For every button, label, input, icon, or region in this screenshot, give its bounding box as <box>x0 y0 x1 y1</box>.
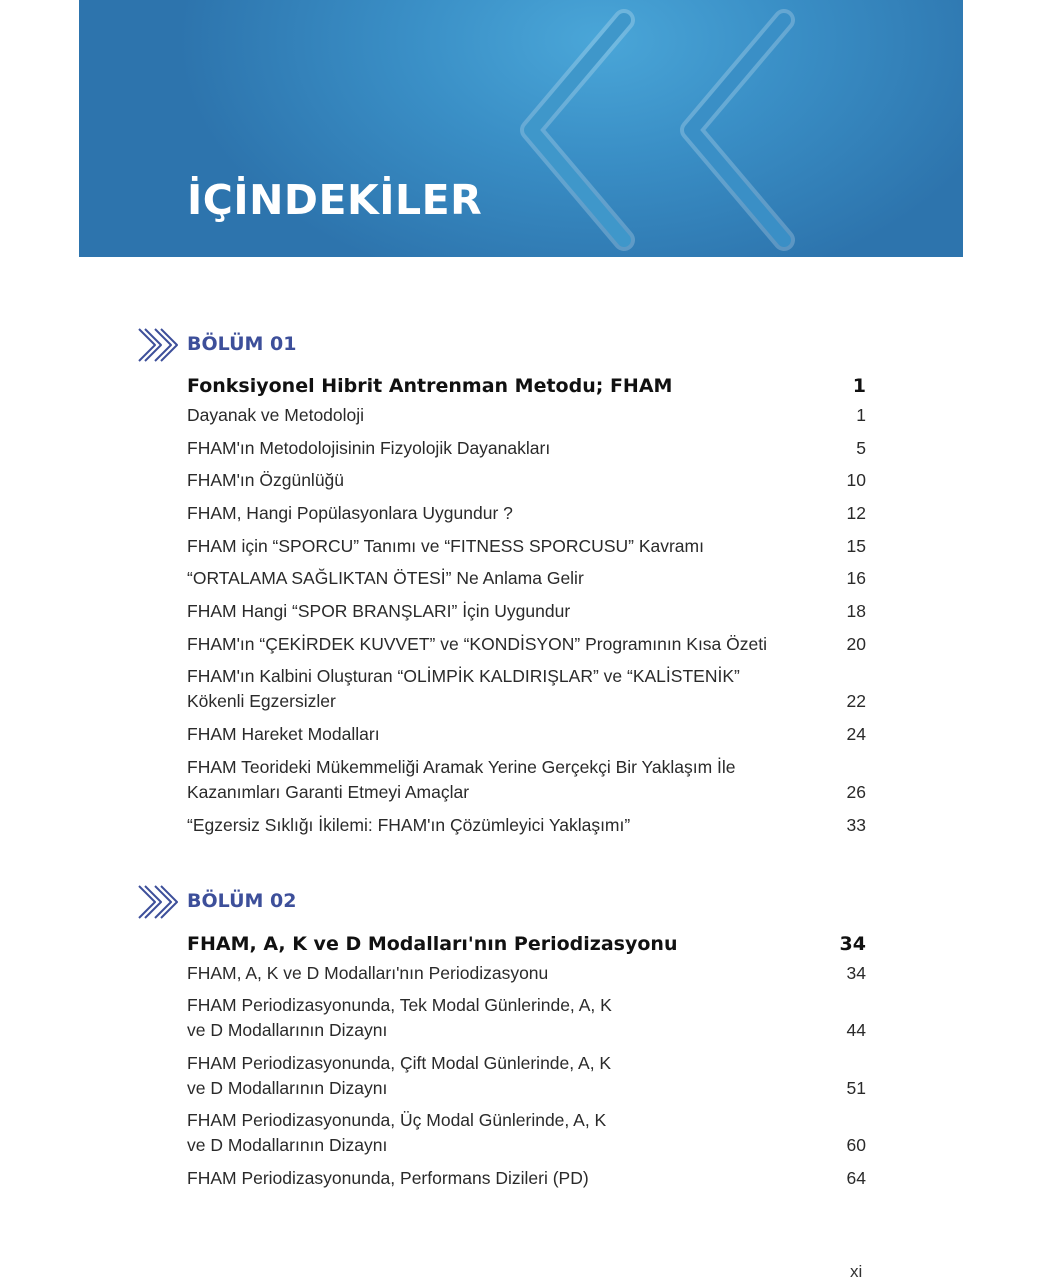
toc-entry-title: FHAM Periodizasyonunda, Çift Modal Günlerinde, A, K ve D Modallarının Dizaynı <box>187 1053 612 1098</box>
toc-entry-title: FHAM, Hangi Popülasyonlara Uygundur ? <box>187 503 513 523</box>
toc-entry-page: 5 <box>856 438 866 458</box>
toc-entry[interactable] <box>187 664 866 714</box>
toc-entry-page: 24 <box>846 724 866 744</box>
toc-entry[interactable] <box>187 599 866 624</box>
toc-entry[interactable] <box>187 961 866 986</box>
toc-entry-title: FHAM'ın “ÇEKİRDEK KUVVET” ve “KONDİSYON” Programının Kısa Özeti <box>187 634 767 654</box>
toc-entry-page: 16 <box>846 568 866 588</box>
double-chevron-icon <box>135 325 183 365</box>
toc-entry[interactable] <box>187 534 866 559</box>
toc-entry-title: FHAM Hareket Modalları <box>187 724 380 744</box>
section-heading-02 <box>135 882 297 922</box>
toc-entry-page: 64 <box>846 1168 866 1188</box>
toc-entry-title: Fonksiyonel Hibrit Antrenman Metodu; FHAM <box>187 375 673 397</box>
toc-entry-title: FHAM Teorideki Mükemmeliği Aramak Yerine Gerçekçi Bir Yaklaşım İle Kazanımları Garanti Etmeyi Amaçlar <box>187 757 736 802</box>
toc-entry[interactable] <box>187 755 866 805</box>
toc-entry-page: 33 <box>846 815 866 835</box>
toc-entry-page: 51 <box>846 1078 866 1098</box>
double-chevron-icon <box>135 882 183 922</box>
toc-entry[interactable] <box>187 813 866 838</box>
toc-entry[interactable] <box>187 1166 866 1191</box>
toc-entry[interactable] <box>187 1051 866 1101</box>
toc-entry-title: Dayanak ve Metodoloji <box>187 405 365 425</box>
toc-entry-title: FHAM'ın Kalbini Oluşturan “OLİMPİK KALDIRIŞLAR” ve “KALİSTENİK” Kökenli Egzersizler <box>187 666 740 711</box>
toc-entry-page: 34 <box>839 933 866 955</box>
toc-entry[interactable] <box>187 403 866 428</box>
toc-entry-page: 15 <box>846 536 866 556</box>
toc-chapter-title[interactable] <box>187 932 866 957</box>
toc-entry-title: “ORTALAMA SAĞLIKTAN ÖTESİ” Ne Anlama Gelir <box>187 568 584 588</box>
toc-entry-page: 18 <box>846 601 866 621</box>
toc-entry-page: 44 <box>846 1020 866 1040</box>
footer-page-number: xi <box>850 1262 863 1281</box>
toc-entry-page: 34 <box>846 963 866 983</box>
toc-entry[interactable] <box>187 468 866 493</box>
toc-entry-title: FHAM, A, K ve D Modalları'nın Periodizasyonu <box>187 963 549 983</box>
toc-entry[interactable] <box>187 632 866 657</box>
toc-entry[interactable] <box>187 566 866 591</box>
toc-entry-title: FHAM Periodizasyonunda, Üç Modal Günlerinde, A, K ve D Modallarının Dizaynı <box>187 1110 607 1155</box>
toc-chapter-title[interactable] <box>187 374 866 399</box>
section-heading-01 <box>135 325 297 365</box>
toc-entry-page: 60 <box>846 1135 866 1155</box>
toc-entry[interactable] <box>187 436 866 461</box>
toc-entry-title: “Egzersiz Sıklığı İkilemi: FHAM'ın Çözümleyici Yaklaşımı” <box>187 815 631 835</box>
toc-entry-page: 10 <box>846 470 866 490</box>
toc-entry-page: 20 <box>846 634 866 654</box>
toc-entry[interactable] <box>187 722 866 747</box>
header-banner <box>79 0 963 257</box>
toc-entry-title: FHAM'ın Özgünlüğü <box>187 470 345 490</box>
toc-entry-title: FHAM'ın Metodolojisinin Fizyolojik Dayanakları <box>187 438 551 458</box>
toc-entry[interactable] <box>187 1108 866 1158</box>
toc-entry-page: 1 <box>856 405 866 425</box>
toc-entry[interactable] <box>187 993 866 1043</box>
toc-entry-title: FHAM, A, K ve D Modalları'nın Periodizasyonu <box>187 933 678 955</box>
page-title: İÇİNDEKİLER <box>187 176 483 224</box>
toc-entry-title: FHAM için “SPORCU” Tanımı ve “FITNESS SPORCUSU” Kavramı <box>187 536 704 556</box>
toc-entry-page: 22 <box>846 691 866 711</box>
toc-entry[interactable] <box>187 501 866 526</box>
toc-entry-page: 12 <box>846 503 866 523</box>
toc-entry-title: FHAM Hangi “SPOR BRANŞLARI” İçin Uygundur <box>187 601 571 621</box>
toc-entry-page: 26 <box>846 782 866 802</box>
section-label: BÖLÜM 02 <box>187 890 297 912</box>
section-label: BÖLÜM 01 <box>187 333 297 355</box>
toc-entry-page: 1 <box>852 375 866 397</box>
toc-entry-title: FHAM Periodizasyonunda, Performans Dizileri (PD) <box>187 1168 589 1188</box>
toc-entry-title: FHAM Periodizasyonunda, Tek Modal Günlerinde, A, K ve D Modallarının Dizaynı <box>187 995 612 1040</box>
